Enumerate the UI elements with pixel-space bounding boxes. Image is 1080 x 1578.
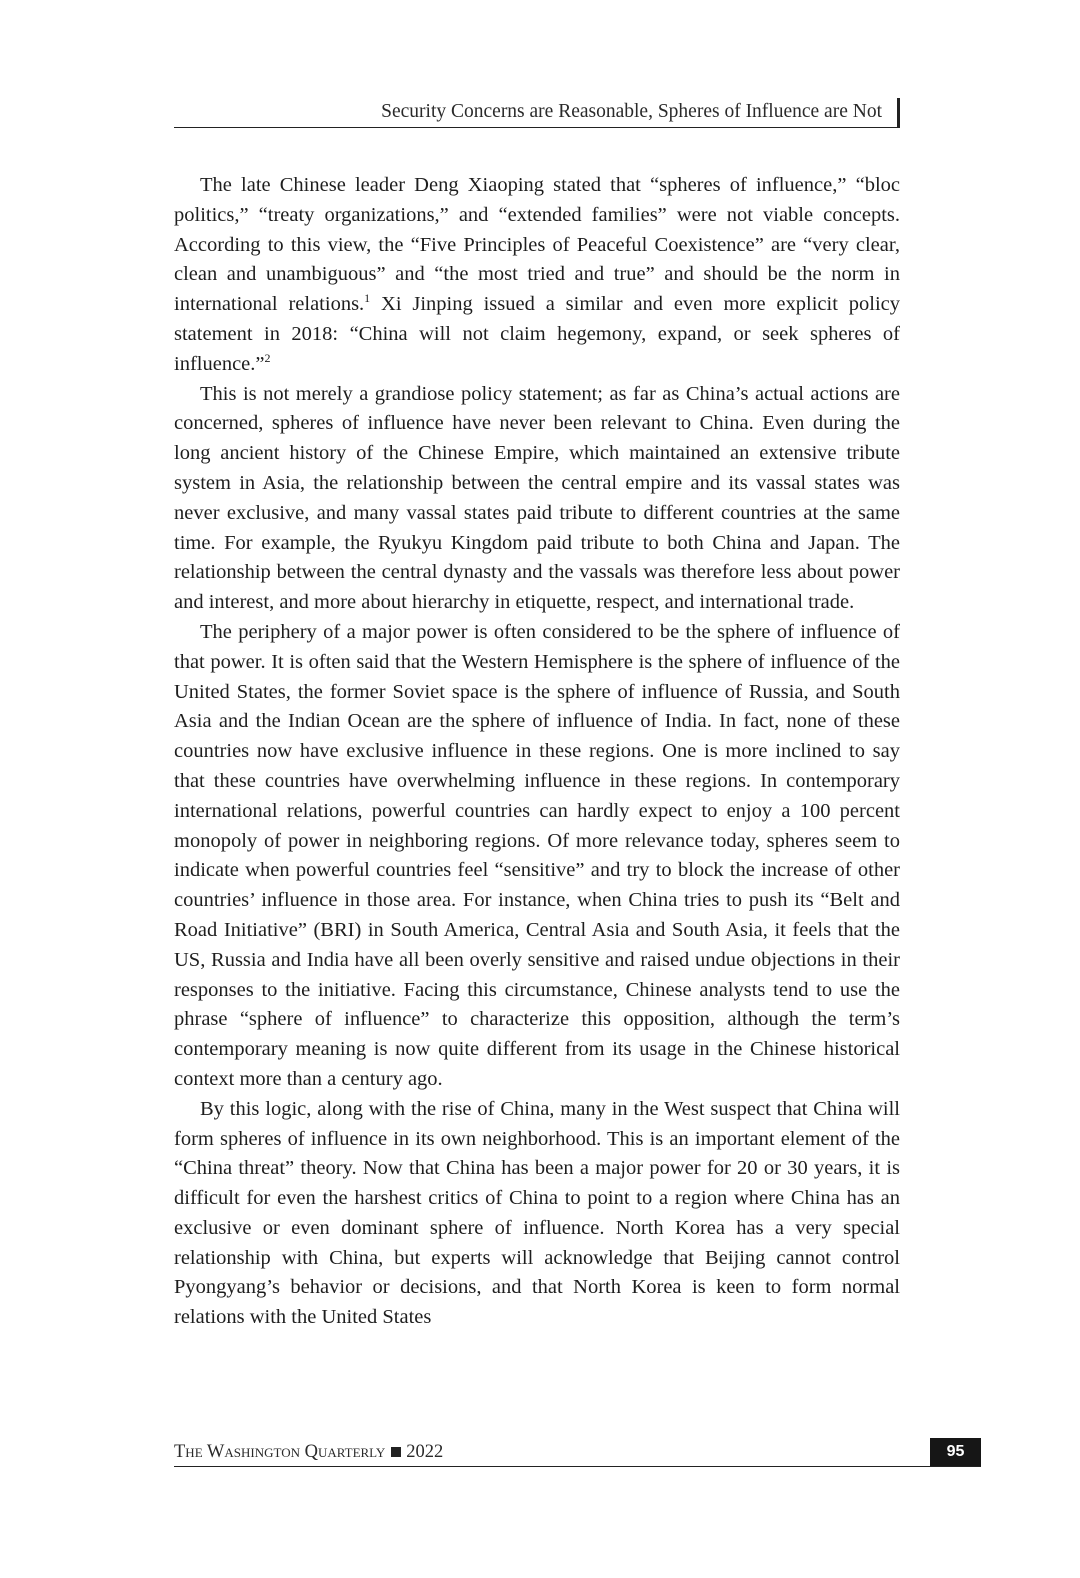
page-footer <box>174 1438 981 1467</box>
paragraph-4: By this logic, along with the rise of China, many in the West suspect that China will form spheres of influence in its own neighborhood. This is an important element of the “China threat” theory. Now that China has been a major power for 20 or 30 years, it is difficult for even the harshest critics of China to point to a region where China has an exclusive or even dominant sphere of influence. North Korea has a very special relationship with China, but experts will acknowledge that Beijing cannot control Pyongyang’s behavior or decisions, and that North Korea is keen to form normal relations with the United States <box>174 1097 900 1329</box>
footnote-ref-1: 1 <box>364 291 371 306</box>
page-number: 95 <box>930 1438 981 1466</box>
publication-year: 2022 <box>406 1442 444 1462</box>
paragraph-1 <box>174 171 900 380</box>
footnote-ref-2: 2 <box>264 350 271 365</box>
paragraph-1-text-b: Xi Jinping issued a similar and even more explicit policy statement in 2018: “China will not claim hegemony, expand, or seek spheres of influence.” <box>174 293 900 375</box>
footer-journal-line <box>174 1442 443 1463</box>
journal-name: The Washington Quarterly <box>174 1442 386 1462</box>
paragraph-2: This is not merely a grandiose policy statement; as far as China’s actual actions are concerned, spheres of influence have never been relevant to China. Even during the long ancient history of the Chinese Empire, which maintained an extensive tribute system in Asia, the relationship between the central empire and its vassal states was never exclusive, and many vassal states paid tribute to different countries at the same time. For example, the Ryukyu Kingdom paid tribute to both China and Japan. The relationship between the central dynasty and the vassals was therefore less about power and interest, and more about hierarchy in etiquette, respect, and international trade. <box>174 382 900 614</box>
running-head-rule <box>897 98 900 127</box>
running-head-title: Security Concerns are Reasonable, Spheres of Influence are Not <box>381 101 882 122</box>
paragraph-3: The periphery of a major power is often considered to be the sphere of influence of that power. It is often said that the Western Hemisphere is the sphere of influence of the United States, the former Soviet space is the sphere of influence of Russia, and South Asia and the Indian Ocean are the sphere of influence of India. In fact, none of these countries now have exclusive influence in these regions. One is more inclined to say that these countries have overwhelming influence in these regions. In contemporary international relations, powerful countries can hardly expect to enjoy a 100 percent monopoly of power in neighboring regions. Of more relevance today, spheres seem to indicate when powerful countries feel “sensitive” and try to block the increase of other countries’ influence in those area. For instance, when China tries to push its “Belt and Road Initiative” (BRI) in South America, Central Asia and South Asia, it feels that the US, Russia and India have all been overly sensitive and raised undue objections in their responses to the initiative. Facing this circumstance, Chinese analysts tend to use the phrase “sphere of influence” to characterize this opposition, although the term’s contemporary meaning is now quite different from its usage in the Chinese historical context more than a century ago. <box>174 620 900 1090</box>
paragraph-1-text-a: The late Chinese leader Deng Xiaoping stated that “spheres of influence,” “bloc politics,” “treaty organizations,” and “extended families” were not viable concepts. According to this view, the “Five Principles of Peaceful Coexistence” are “very clear, clean and unambiguous” and “the most tried and true” and should be the norm in international relations. <box>174 174 900 316</box>
square-bullet-icon <box>391 1447 401 1457</box>
article-body <box>174 171 900 1333</box>
running-head <box>174 98 900 128</box>
